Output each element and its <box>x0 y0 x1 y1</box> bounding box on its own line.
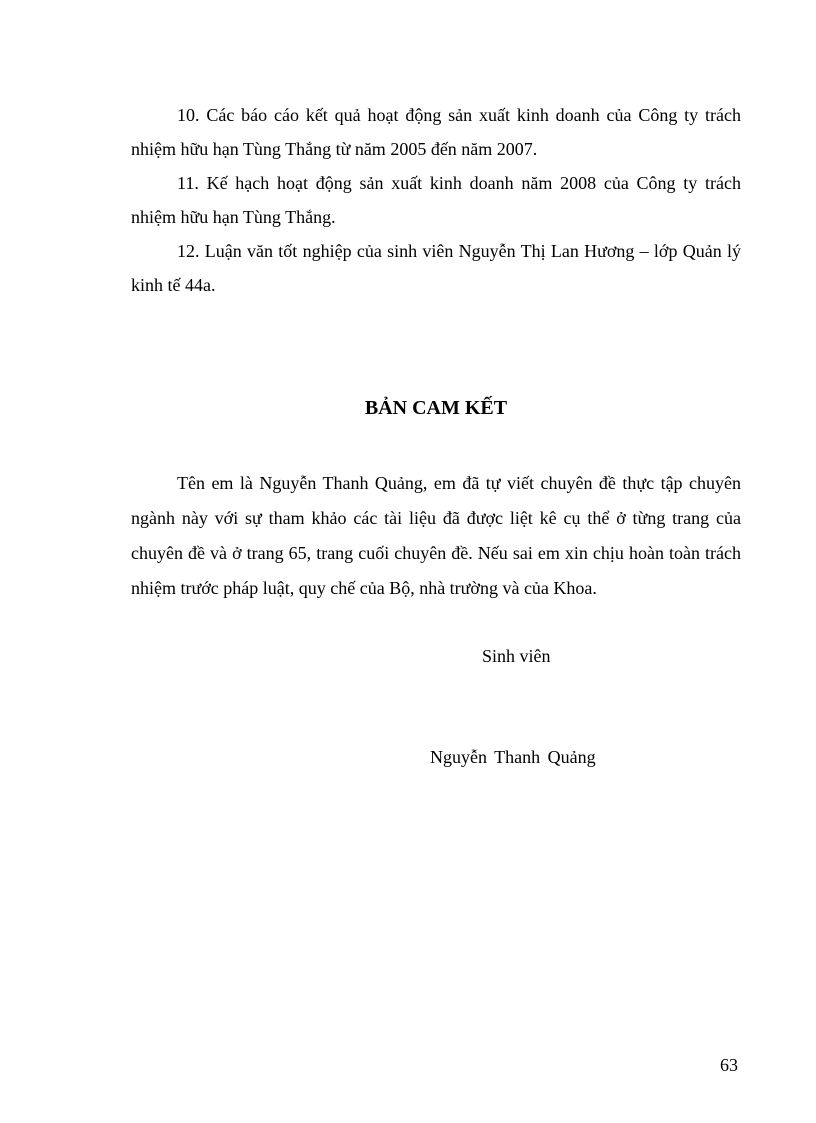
page-number: 63 <box>720 1055 738 1075</box>
reference-list <box>131 98 741 302</box>
commitment-body: Tên em là Nguyễn Thanh Quảng, em đã tự viết chuyên đề thực tập chuyên ngành này với sự tham khảo các tài liệu đã được liệt kê cụ thể ở từng trang của chuyên đề và ở trang 65, trang cuối chuyên đề. Nếu sai em xin chịu hoàn toàn trách nhiệm trước pháp luật, quy chế của Bộ, nhà trường và của Khoa. <box>131 473 741 598</box>
signer-role: Sinh viên <box>482 646 551 666</box>
reference-item-10: 10. Các báo cáo kết quả hoạt động sản xuất kinh doanh của Công ty trách nhiệm hữu hạn Tùng Thắng từ năm 2005 đến năm 2007. <box>131 105 741 159</box>
signer-name: Nguyễn Thanh Quảng <box>430 747 596 767</box>
reference-item-11: 11. Kế hạch hoạt động sản xuất kinh doanh năm 2008 của Công ty trách nhiệm hữu hạn Tùng Thắng. <box>131 173 741 227</box>
commitment-section <box>131 466 741 606</box>
reference-item-12: 12. Luận văn tốt nghiệp của sinh viên Nguyễn Thị Lan Hương – lớp Quản lý kinh tế 44a. <box>131 241 741 295</box>
commitment-title: BẢN CAM KẾT <box>364 397 508 419</box>
